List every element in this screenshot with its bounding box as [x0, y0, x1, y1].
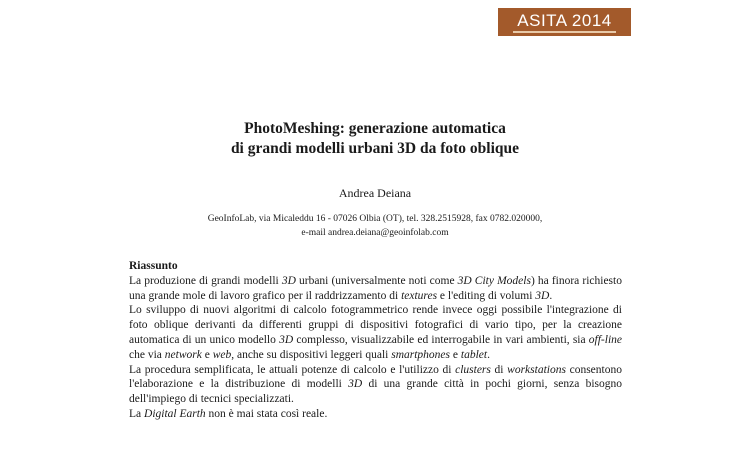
text-span: La procedura semplificata, le attuali potenze di calcolo e l'utilizzo di	[129, 363, 456, 376]
italic-span: Digital Earth	[144, 407, 206, 420]
asita-logo	[498, 8, 631, 36]
text-span: e	[201, 348, 213, 361]
italic-span: 3D	[348, 378, 363, 391]
title-line-2: di grandi modelli urbani 3D da foto oblique	[230, 140, 520, 157]
abstract-paragraph-2	[129, 303, 622, 362]
paper-title	[0, 119, 750, 159]
italic-span: tablet	[460, 348, 488, 361]
text-span: complesso, visualizzabile ed interrogabile in vari ambienti, sia	[293, 333, 589, 346]
text-span: .	[487, 348, 490, 361]
italic-span: workstations	[507, 363, 566, 376]
text-span: .	[549, 289, 553, 302]
abstract-heading: Riassunto	[129, 260, 178, 272]
text-span: consentono l'elaborazione e la distribuzione di modelli	[129, 363, 622, 391]
affiliation-email: e-mail andrea.deiana@geoinfolab.com	[301, 228, 449, 238]
text-span: urbani (universalmente noti come	[295, 274, 458, 287]
italic-span: network	[164, 348, 202, 361]
text-span: e	[450, 348, 461, 361]
text-span: Lo sviluppo di nuovi algoritmi di calcolo fotogrammetrico rende invece oggi possibile l'integrazione di foto oblique derivanti da differenti gruppi di dispositivi fotografici di vario tipo, per la creazione automatica di un unico modello	[129, 304, 622, 346]
abstract-paragraph-4	[129, 407, 622, 422]
italic-span: 3D City Models	[457, 274, 531, 287]
italic-span: 3D	[281, 274, 296, 287]
abstract-paragraph-1	[129, 274, 622, 304]
text-span: ) ha finora richiesto una grande mole di lavoro grafico per il raddrizzamento di	[129, 274, 622, 302]
text-span: che via	[129, 348, 165, 361]
text-span: di	[490, 363, 508, 376]
text-span: di una grande città in pochi giorni, senza bisogno dell'impiego di tecnici specializzati.	[129, 378, 622, 406]
logo-text: ASITA 2014	[513, 11, 615, 33]
italic-span: clusters	[455, 363, 491, 376]
text-span: non è mai stata così reale.	[205, 407, 328, 420]
italic-span: textures	[401, 289, 438, 302]
affiliation-address: GeoInfoLab, via Micaleddu 16 - 07026 Olbia (OT), tel. 328.2515928, fax 0782.020000,	[207, 214, 543, 224]
abstract-section	[129, 259, 622, 422]
italic-span: 3D	[279, 333, 294, 346]
italic-span: smartphones	[391, 348, 451, 361]
author-affiliation	[0, 212, 750, 240]
italic-span: off-line	[588, 333, 623, 346]
italic-span: 3D	[535, 289, 550, 302]
abstract-paragraph-3	[129, 363, 622, 407]
text-span: La	[129, 407, 145, 420]
author-name: Andrea Deiana	[338, 186, 412, 200]
text-span: e l'editing di volumi	[437, 289, 536, 302]
title-line-1: PhotoMeshing: generazione automatica	[244, 120, 506, 137]
text-span: La produzione di grandi modelli	[129, 274, 282, 287]
text-span: , anche su dispositivi leggeri quali	[231, 348, 392, 361]
italic-span: web	[212, 348, 232, 361]
